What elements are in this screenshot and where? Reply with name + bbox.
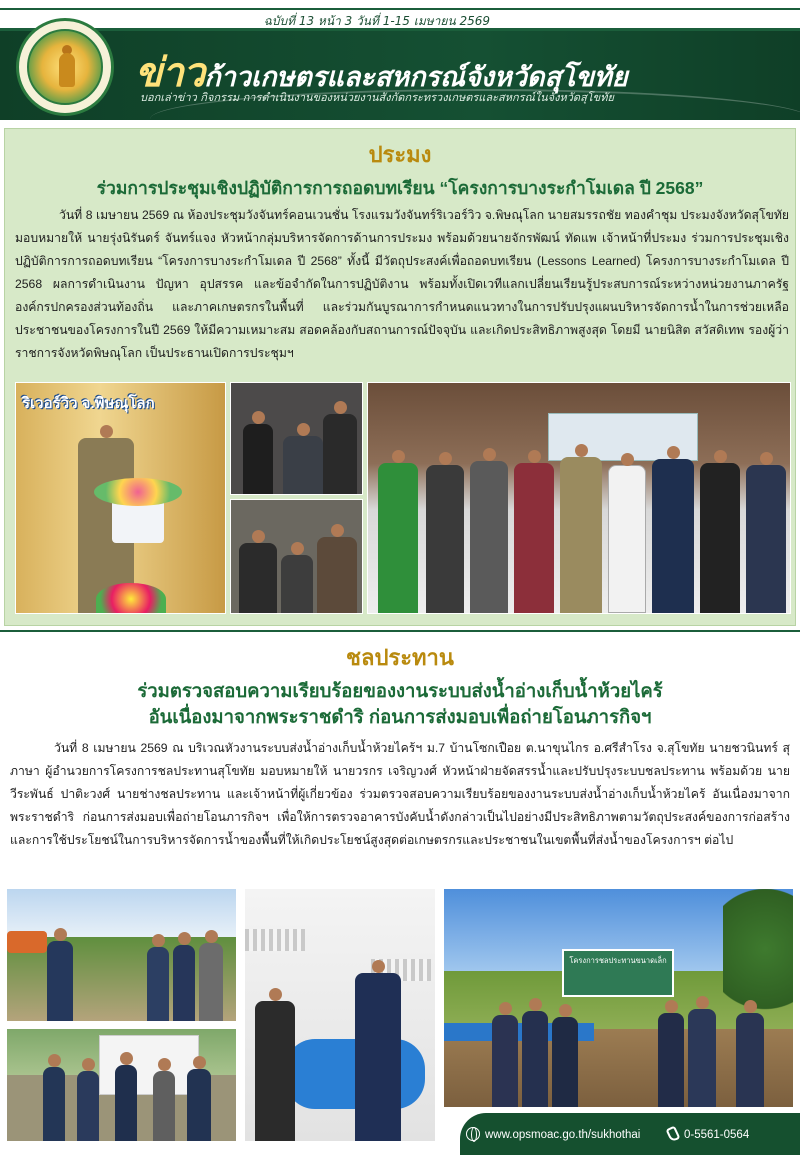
- logo-figure: [59, 53, 75, 87]
- group-member: [378, 463, 418, 613]
- group-member: [470, 461, 508, 613]
- attendee: [283, 436, 323, 494]
- photo-group: [367, 382, 791, 614]
- issue-line: ฉบับที่ 13 หน้า 3 วันที่ 1-15 เมษายน 2569: [263, 14, 490, 28]
- masthead-tagline: บอกเล่าข่าว กิจกรรม การดำเนินงานของหน่วยงานสังกัดกระทรวงเกษตรและสหกรณ์ในจังหวัดสุโขทัย: [140, 91, 614, 104]
- inspector: [552, 1017, 578, 1107]
- irrigation-title-line2: อันเนื่องมาจากพระราชดำริ ก่อนการส่งมอบเพื่อถ่ายโอนภารกิจฯ: [148, 706, 652, 727]
- section-divider: [0, 630, 800, 632]
- inspector: [77, 1071, 99, 1141]
- globe-icon: [466, 1127, 480, 1141]
- group-member: [652, 459, 694, 613]
- photo-field-1: [6, 888, 237, 1022]
- inspector: [255, 1001, 295, 1141]
- inspector: [147, 947, 169, 1021]
- fisheries-body: วันที่ 8 เมษายน 2569 ณ ห้องประชุมวังจันทร์คอนเวนชั่น โรงแรมวังจันทร์ริเวอร์วิว จ.พิษณุโลก นายสมรรถชัย ทองคำชุม ประมงจังหวัดสุโขทัย มอบหมายให้ นายรุ่งนิรันดร์ จันทร์แจง หัวหน้ากลุ่มบริหารจัดการด้านการประมง พร้อมด้วยนายจักรพัฒน์ ทัดแพ เจ้าหน้าที่ประมง ร่วมการประชุมเชิงปฏิบัติการการถอดบทเรียน “โครงการบางระกำโมเดล ปี 2568” ทั้งนี้ มีวัตถุประสงค์เพื่อถอดบทเรียน (Lessons Learned) โครงการบางระกำโมเดล ปี 2568 ผลการดำเนินงาน ปัญหา อุปสรรค และข้อจำกัดในการปฏิบัติงาน พร้อมทั้งเปิดเวทีแลกเปลี่ยนเรียนรู้ประสบการณ์ระหว่างหน่วยงานภาครัฐ องค์กรปกครองส่วนท้องถิ่น และภาคเกษตรกรในพื้นที่ และร่วมกันบูรณาการกำหนดแนวทางในการปรับปรุงแผนบริหารจัดการน้ำในการช่วยเหลือประชาชนของโครงการในปี 2569 ให้มีความเหมาะสม สอดคล้องกับสถานการณ์ปัจจุบัน และเกิดประสิทธิภาพสูงสุด โดยมี นายนิสิต สวัสดิเทพ รองผู้ว่าราชการจังหวัดพิษณุโลก เป็นประธานเปิดการประชุมฯ: [15, 208, 789, 360]
- flower-arrangement: [94, 478, 182, 506]
- group-member: [514, 463, 554, 613]
- attendee: [317, 537, 357, 613]
- pump-house: [99, 1035, 199, 1095]
- inspector: [173, 945, 195, 1021]
- logo-emblem: [27, 29, 103, 105]
- group-member: [700, 463, 740, 613]
- inspector: [736, 1013, 764, 1107]
- inspector: [492, 1015, 518, 1107]
- phone-icon: [666, 1126, 681, 1143]
- inspector: [43, 1067, 65, 1141]
- masthead-title-rest: ก้าวเกษตรและสหกรณ์จังหวัดสุโขทัย: [204, 62, 628, 92]
- inspector: [522, 1011, 548, 1107]
- fisheries-section: [4, 128, 796, 626]
- issue-rule-top: [0, 8, 800, 10]
- project-sign-text: โครงการชลประทานขนาดเล็ก: [569, 956, 667, 965]
- inspector: [355, 973, 401, 1141]
- inspector: [115, 1065, 137, 1141]
- group-member: [608, 465, 646, 613]
- masthead-title-main: ข่าว: [135, 51, 205, 95]
- irrigation-heading: ชลประทาน: [346, 645, 454, 670]
- attendee: [243, 424, 273, 494]
- photo-valve: [244, 888, 436, 1142]
- photo-banner-text: ริเวอร์วิว จ.พิษณุโลก: [22, 395, 155, 412]
- irrigation-title-line1: ร่วมตรวจสอบความเรียบร้อยของงานระบบส่งน้ำอ่างเก็บน้ำห้วยไคร้: [137, 680, 663, 701]
- group-member: [746, 465, 786, 613]
- group-member: [560, 457, 602, 613]
- attendee: [281, 555, 313, 613]
- photo-audience-2: [230, 499, 363, 614]
- inspector: [47, 941, 73, 1021]
- group-member: [426, 465, 464, 613]
- inspector: [199, 943, 223, 1021]
- agency-logo: [16, 18, 114, 116]
- phone-text: 0-5561-0564: [684, 1129, 750, 1141]
- flower-base: [96, 583, 166, 614]
- inspector: [658, 1013, 684, 1107]
- irrigation-body: วันที่ 8 เมษายน 2569 ณ บริเวณหัวงานระบบส่งน้ำอ่างเก็บน้ำห้วยไคร้ฯ ม.7 บ้านโซกเปือย ต.นาขุนไกร อ.ศรีสำโรง จ.สุโขทัย นายชวนินทร์ สุภาษา ผู้อำนวยการโครงการชลประทานสุโขทัย มอบหมายให้ นายวรกร เจริญวงศ์ หัวหน้าฝ่ายจัดสรรน้ำและปรับปรุงระบบชลประทาน พร้อมด้วย นายวีระพันธ์ ปาติะวงศ์ นายช่างชลประทาน และเจ้าหน้าที่ผู้เกี่ยวข้อง ร่วมตรวจสอบความเรียบร้อยของงานระบบส่งน้ำอ่างเก็บน้ำห้วยไคร้ อันเนื่องมาจากพระราชดำริ ก่อนการส่งมอบเพื่อถ่ายโอนภารกิจฯ เพื่อให้การตรวจอาคารบังคับน้ำดังกล่าวเป็นไปอย่างมีประสิทธิภาพตามวัตถุประสงค์ของการก่อสร้าง และการใช้ประโยชน์ในการบริหารจัดการน้ำของพื้นที่ให้เกิดประโยชน์สูงสุดต่อเกษตรกรและประชาชนในเขตพื้นที่ส่งน้ำของโครงการฯ ต่อไป: [10, 741, 790, 847]
- issue-strip: [0, 0, 800, 30]
- vehicle: [7, 931, 47, 953]
- footer-phone[interactable]: [668, 1127, 749, 1141]
- project-sign: [562, 949, 674, 997]
- photo-speaker: [15, 382, 226, 614]
- fisheries-heading: ประมง: [368, 142, 432, 167]
- inspector: [153, 1071, 175, 1141]
- footer-website[interactable]: [466, 1127, 640, 1141]
- attendee: [239, 543, 277, 613]
- footer-contact-bar: [460, 1113, 800, 1155]
- sky: [7, 889, 236, 937]
- inspector: [688, 1009, 716, 1107]
- photo-sign: [443, 888, 794, 1108]
- fisheries-title: ร่วมการประชุมเชิงปฏิบัติการการถอดบทเรียน “โครงการบางระกำโมเดล ปี 2568”: [96, 178, 704, 198]
- attendee: [323, 414, 357, 494]
- photo-audience-1: [230, 382, 363, 495]
- website-text: www.opsmoac.go.th/sukhothai: [485, 1129, 641, 1141]
- vent-grille: [245, 929, 305, 951]
- photo-field-2: [6, 1028, 237, 1142]
- inspector: [187, 1069, 211, 1141]
